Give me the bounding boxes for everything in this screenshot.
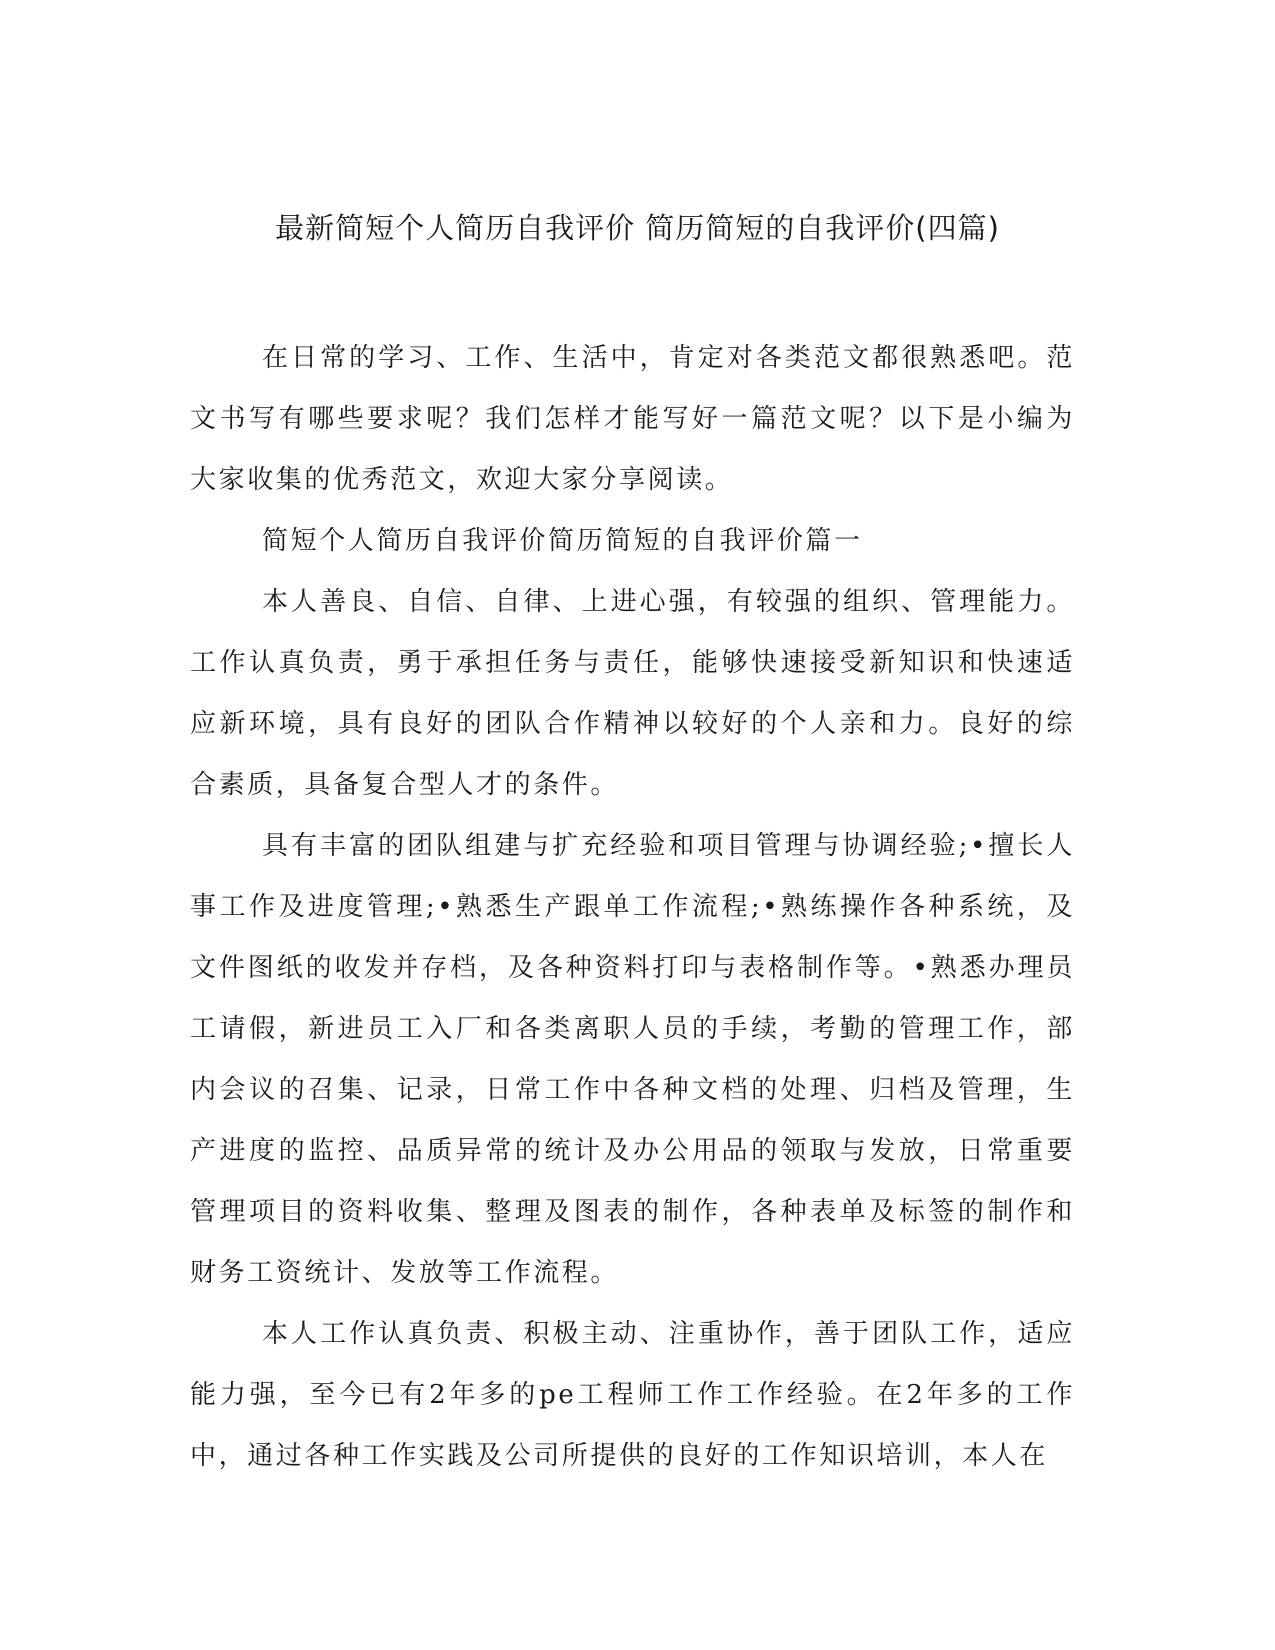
document-title: 最新简短个人简历自我评价 简历简短的自我评价(四篇)	[275, 211, 1000, 245]
body-paragraph: 本人善良、自信、自律、上进心强，有较强的组织、管理能力。工作认真负责，勇于承担任务与责任，能够快速接受新知识和快速适应新环境，具有良好的团队合作精神以较好的个人亲和力。良好的综合素质，具备复合型人才的条件。	[190, 587, 1075, 800]
body-paragraph: 本人工作认真负责、积极主动、注重协作，善于团队工作，适应能力强，至今已有2年多的pe工程师工作工作经验。在2年多的工作中，通过各种工作实践及公司所提供的良好的工作知识培训，本人在	[190, 1319, 1075, 1471]
section-heading: 简短个人简历自我评价简历简短的自我评价篇一	[262, 526, 863, 556]
body-paragraph: 具有丰富的团队组建与扩充经验和项目管理与协调经验;•擅长人事工作及进度管理;•熟悉生产跟单工作流程;•熟练操作各种系统，及文件图纸的收发并存档，及各种资料打印与表格制作等。•熟悉办理员工请假，新进员工入厂和各类离职人员的手续，考勤的管理工作，部内会议的召集、记录，日常工作中各种文档的处理、归档及管理，生产进度的监控、品质异常的统计及办公用品的领取与发放，日常重要管理项目的资料收集、整理及图表的制作，各种表单及标签的制作和财务工资统计、发放等工作流程。	[190, 831, 1075, 1288]
intro-paragraph: 在日常的学习、工作、生活中，肯定对各类范文都很熟悉吧。范文书写有哪些要求呢？我们怎样才能写好一篇范文呢？以下是小编为大家收集的优秀范文，欢迎大家分享阅读。	[190, 343, 1075, 495]
document-body	[190, 328, 1075, 1487]
